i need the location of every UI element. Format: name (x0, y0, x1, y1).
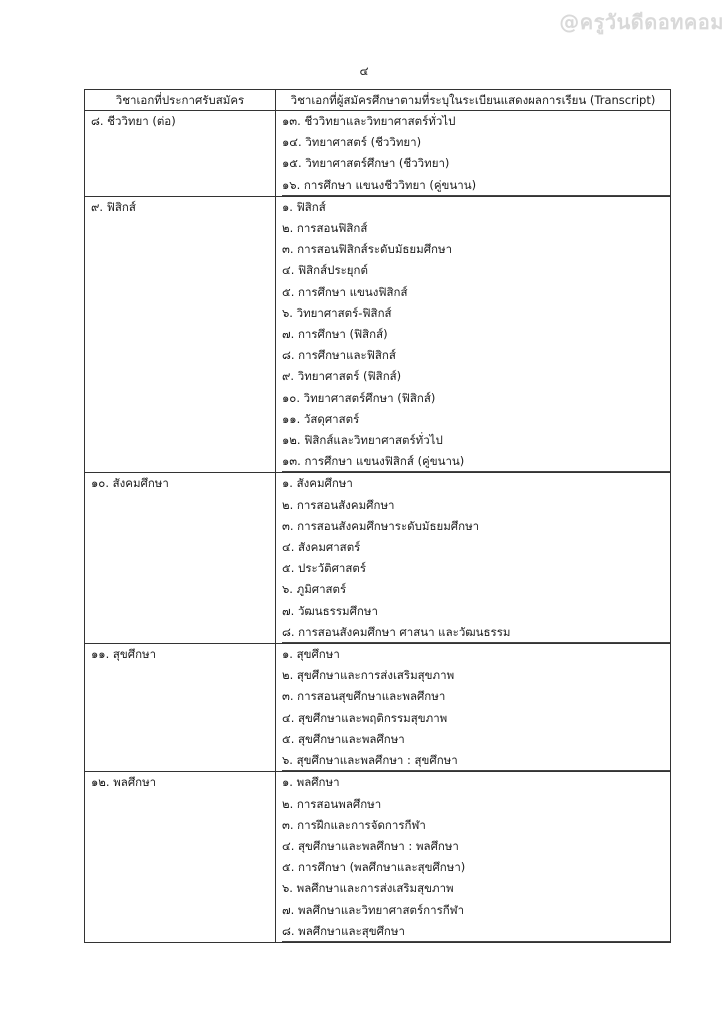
list-item: ๕. ประวัติศาสตร์ (282, 561, 367, 576)
list-item: ๑๓. ชีววิทยาและวิทยาศาสตร์ทั่วไป (282, 114, 456, 128)
announced-major-cell: ๑๒. พลศึกษา (85, 772, 276, 943)
list-item: ๑. พลศึกษา (282, 775, 340, 790)
announced-major-cell: ๑๑. สุขศึกษา (85, 644, 276, 772)
list-item: ๑๔. วิทยาศาสตร์ (ชีววิทยา) (282, 135, 422, 150)
list-item: ๙. วิทยาศาสตร์ (ฟิสิกส์) (282, 369, 402, 384)
list-item: ๑๖. การศึกษา แขนงชีววิทยา (คู่ขนาน) (282, 175, 670, 196)
list-item: ๑๒. ฟิสิกส์และวิทยาศาสตร์ทั่วไป (282, 433, 443, 448)
majors-table (84, 89, 671, 943)
list-item: ๖. วิทยาศาสตร์-ฟิสิกส์ (282, 305, 392, 320)
table-body (85, 111, 671, 943)
list-item: ๕. การศึกษา (พลศึกษาและสุขศึกษา) (282, 860, 466, 875)
table-row (85, 473, 671, 644)
list-item: ๗. วัฒนธรรมศึกษา (282, 603, 378, 618)
list-item: ๑๑. วัสดุศาสตร์ (282, 411, 360, 426)
watermark-text: @ครูวันดีดอทคอม (559, 10, 724, 34)
page-number: ๔ (359, 64, 369, 78)
announced-major-cell: ๙. ฟิสิกส์ (85, 196, 276, 473)
list-item: ๑. สังคมศึกษา (282, 476, 353, 491)
list-item: ๗. การศึกษา (ฟิสิกส์) (282, 327, 388, 342)
list-item: ๑. สุขศึกษา (282, 647, 340, 662)
table-row (85, 111, 671, 197)
list-item: ๕. สุขศึกษาและพลศึกษา (282, 731, 405, 746)
transcript-majors-cell (276, 473, 671, 644)
list-item: ๔. สุขศึกษาและพฤติกรรมสุขภาพ (282, 710, 448, 725)
header-announced-major: วิชาเอกที่ประกาศรับสมัคร (85, 90, 276, 111)
table-row (85, 772, 671, 943)
list-item: ๔. สุขศึกษาและพลศึกษา : พลศึกษา (282, 838, 459, 853)
announced-major-cell: ๑๐. สังคมศึกษา (85, 473, 276, 644)
transcript-majors-cell (276, 196, 671, 473)
list-item: ๒. การสอนฟิสิกส์ (282, 221, 368, 236)
list-item: ๘. การศึกษาและฟิสิกส์ (282, 348, 396, 363)
transcript-majors-cell (276, 772, 671, 943)
list-item: ๖. ภูมิศาสตร์ (282, 582, 347, 597)
list-item: ๓. การสอนฟิสิกส์ระดับมัธยมศึกษา (282, 242, 453, 257)
list-item: ๖. พลศึกษาและการส่งเสริมสุขภาพ (282, 881, 454, 896)
transcript-majors-cell (276, 644, 671, 772)
table-row (85, 644, 671, 772)
list-item: ๔. ฟิสิกส์ประยุกต์ (282, 263, 368, 278)
list-item: ๓. การฝึกและการจัดการกีฬา (282, 817, 426, 832)
list-item: ๓. การสอนสุขศึกษาและพลศึกษา (282, 689, 446, 704)
list-item: ๒. การสอนสังคมศึกษา (282, 497, 395, 512)
list-item: ๒. สุขศึกษาและการส่งเสริมสุขภาพ (282, 668, 455, 683)
list-item: ๘. การสอนสังคมศึกษา ศาสนา และวัฒนธรรม (282, 622, 670, 643)
list-item: ๗. พลศึกษาและวิทยาศาสตร์การกีฬา (282, 902, 465, 917)
list-item: ๕. การศึกษา แขนงฟิสิกส์ (282, 284, 408, 299)
list-item: ๑๐. วิทยาศาสตร์ศึกษา (ฟิสิกส์) (282, 390, 436, 405)
list-item: ๑๓. การศึกษา แขนงฟิสิกส์ (คู่ขนาน) (282, 451, 670, 472)
table-header-row (85, 90, 671, 111)
list-item: ๖. สุขศึกษาและพลศึกษา : สุขศึกษา (282, 750, 670, 771)
list-item: ๑๕. วิทยาศาสตร์ศึกษา (ชีววิทยา) (282, 156, 450, 171)
list-item: ๔. สังคมศาสตร์ (282, 540, 361, 555)
list-item: ๒. การสอนพลศึกษา (282, 796, 382, 811)
transcript-majors-cell (276, 111, 671, 197)
list-item: ๘. พลศึกษาและสุขศึกษา (282, 921, 670, 942)
list-item: ๑. ฟิสิกส์ (282, 199, 326, 214)
list-item: ๓. การสอนสังคมศึกษาระดับมัธยมศึกษา (282, 518, 480, 533)
header-transcript-major: วิชาเอกที่ผู้สมัครศึกษาตามที่ระบุในระเบียนแสดงผลการเรียน (Transcript) (276, 90, 671, 111)
announced-major-cell: ๘. ชีววิทยา (ต่อ) (85, 111, 276, 197)
table-row (85, 196, 671, 473)
